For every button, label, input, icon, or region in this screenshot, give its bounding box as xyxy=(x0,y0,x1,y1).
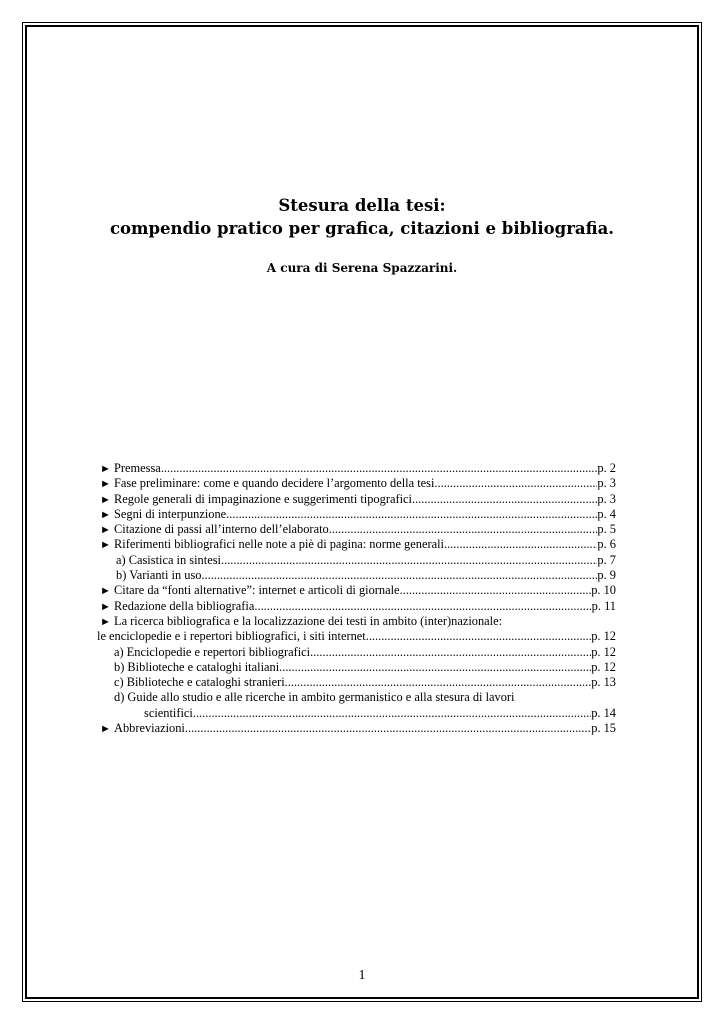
toc-entry-label: Citazione di passi all’interno dell’elaborato xyxy=(114,522,329,537)
toc-entry-page: p. 7 xyxy=(597,552,616,567)
toc-leader-dots xyxy=(254,599,591,614)
document-subtitle: compendio pratico per grafica, citazioni e bibliografia. xyxy=(109,219,615,238)
toc-subentry-guide-line1[interactable]: d) Guide allo studio e alle ricerche in ambito germanistico e alla stesura di lavori xyxy=(114,690,515,705)
toc-leader-dots xyxy=(329,522,598,537)
toc-leader-dots xyxy=(193,706,591,721)
toc-entry-label: Abbreviazioni xyxy=(114,721,185,736)
toc-leader-dots xyxy=(400,583,592,598)
toc-entry-citazione[interactable] xyxy=(100,522,616,537)
arrow-bullet-icon: ► xyxy=(100,539,111,552)
toc-entry-label: Citare da “fonti alternative”: internet e articoli di giornale xyxy=(114,583,400,598)
toc-entry-regole-generali[interactable] xyxy=(100,492,616,507)
toc-entry-label: Redazione della bibliografia xyxy=(114,598,255,613)
arrow-bullet-icon: ► xyxy=(100,524,111,537)
toc-entry-page: p. 3 xyxy=(597,491,616,506)
toc-entry-page: p. 14 xyxy=(591,705,616,720)
toc-entry-abbreviazioni[interactable] xyxy=(100,721,616,736)
toc-entry-label: b) Varianti in uso xyxy=(116,568,202,583)
toc-entry-label: Regole generali di impaginazione e suggerimenti tipografici xyxy=(114,491,412,506)
toc-entry-page: p. 3 xyxy=(597,476,616,491)
toc-entry-page: p. 2 xyxy=(597,461,616,475)
document-title: Stesura della tesi: xyxy=(278,196,446,215)
toc-leader-dots xyxy=(201,568,597,583)
toc-subentry-guide-line2[interactable] xyxy=(100,706,616,721)
toc-entry-label: c) Biblioteche e cataloghi stranieri xyxy=(114,675,285,690)
toc-entry-page: p. 11 xyxy=(591,598,616,613)
arrow-bullet-icon: ► xyxy=(100,600,111,613)
toc-entry-citare-fonti[interactable] xyxy=(100,583,616,598)
toc-entry-label: La ricerca bibliografica e la localizzazione dei testi in ambito (inter)nazionale: xyxy=(114,613,503,628)
toc-leader-dots xyxy=(412,492,597,507)
toc-entry-page: p. 12 xyxy=(591,644,616,659)
toc-subentry-biblioteche-italiani[interactable] xyxy=(100,660,616,675)
toc-entry-page: p. 13 xyxy=(591,675,616,690)
toc-leader-dots xyxy=(185,721,591,736)
toc-entry-label: Segni di interpunzione xyxy=(114,506,227,521)
toc-entry-premessa[interactable] xyxy=(100,461,616,476)
arrow-bullet-icon: ► xyxy=(100,493,111,506)
toc-entry-segni-interpunzione[interactable] xyxy=(100,507,616,522)
toc-entry-label: Riferimenti bibliografici nelle note a piè di pagina: norme generali xyxy=(114,537,444,552)
toc-entry-ricerca-line2[interactable] xyxy=(97,629,616,644)
arrow-bullet-icon: ► xyxy=(100,585,111,598)
toc-entry-redazione[interactable] xyxy=(100,599,616,614)
toc-leader-dots xyxy=(444,537,597,552)
toc-leader-dots xyxy=(285,675,592,690)
toc-entry-page: p. 4 xyxy=(597,506,616,521)
page-number: 1 xyxy=(358,968,366,983)
arrow-bullet-icon: ► xyxy=(100,478,111,491)
toc-entry-page: p. 12 xyxy=(591,629,616,644)
arrow-bullet-icon: ► xyxy=(100,463,111,475)
toc-entry-label: Fase preliminare: come e quando decidere l’argomento della tesi xyxy=(114,476,435,491)
toc-leader-dots xyxy=(434,476,597,491)
toc-leader-dots xyxy=(226,507,597,522)
toc-entry-label: b) Biblioteche e cataloghi italiani xyxy=(114,659,280,674)
toc-entry-ricerca-line1[interactable] xyxy=(100,614,616,629)
toc-entry-riferimenti[interactable] xyxy=(100,537,616,552)
toc-entry-page: p. 10 xyxy=(591,583,616,598)
toc-subentry-biblioteche-stranieri[interactable] xyxy=(100,675,616,690)
arrow-bullet-icon: ► xyxy=(100,508,111,521)
toc-subentry-varianti[interactable] xyxy=(100,568,616,583)
toc-leader-dots xyxy=(221,553,597,568)
arrow-bullet-icon: ► xyxy=(100,723,111,736)
toc-entry-fase-preliminare[interactable] xyxy=(100,476,616,491)
arrow-bullet-icon: ► xyxy=(100,615,111,628)
toc-entry-label: a) Enciclopedie e repertori bibliografici xyxy=(114,644,311,659)
toc-entry-page: p. 15 xyxy=(591,721,616,736)
toc-entry-page: p. 12 xyxy=(591,659,616,674)
toc-entry-label: Premessa xyxy=(114,461,161,475)
toc-leader-dots xyxy=(279,660,591,675)
editor-credit: A cura di Serena Spazzarini. xyxy=(266,261,458,275)
toc-entry-page: p. 5 xyxy=(597,522,616,537)
toc-leader-dots xyxy=(366,629,592,644)
toc-subentry-enciclopedie[interactable] xyxy=(100,645,616,660)
toc-entry-page: p. 9 xyxy=(597,568,616,583)
toc-entry-label: scientifici xyxy=(144,705,193,720)
toc-entry-label: a) Casistica in sintesi xyxy=(116,552,221,567)
toc-entry-page: p. 6 xyxy=(597,537,616,552)
toc-subentry-casistica[interactable] xyxy=(100,553,616,568)
toc-entry-label: le enciclopedie e i repertori bibliografici, i siti internet xyxy=(97,629,366,644)
table-of-contents xyxy=(97,461,616,736)
toc-leader-dots xyxy=(310,645,591,660)
toc-leader-dots xyxy=(161,461,598,476)
